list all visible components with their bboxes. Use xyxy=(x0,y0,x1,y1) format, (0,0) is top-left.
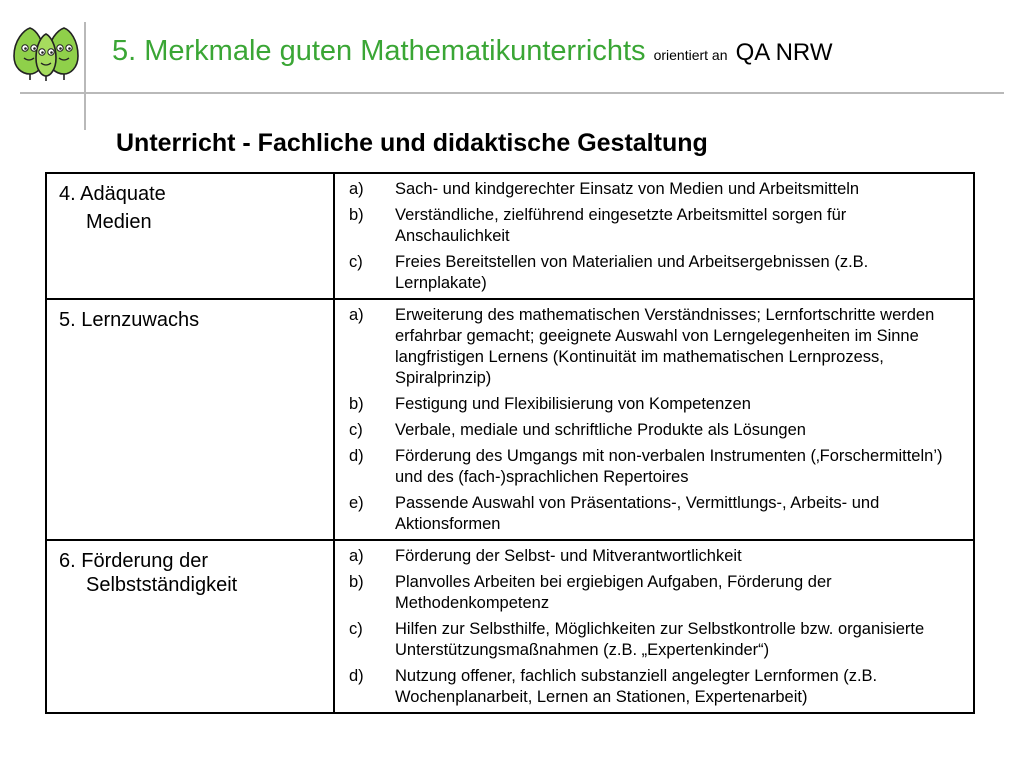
item-label: a) xyxy=(349,547,364,565)
title-small: orientiert an xyxy=(653,47,728,63)
items-cell xyxy=(334,173,974,299)
list-item xyxy=(343,619,959,661)
item-text: Passende Auswahl von Präsentations-, Vermittlungs-, Arbeits- und Aktionsformen xyxy=(395,494,880,533)
table-row xyxy=(46,173,974,299)
item-label: e) xyxy=(349,494,364,512)
item-text: Förderung der Selbst- und Mitverantwortlichkeit xyxy=(395,547,742,565)
category-cell xyxy=(46,299,334,540)
title-qa: QA NRW xyxy=(735,39,833,66)
list-item xyxy=(343,446,959,488)
item-text: Hilfen zur Selbsthilfe, Möglichkeiten zur Selbstkontrolle bzw. organisierte Unterstützungsmaßnahmen (z.B. „Expertenkinder“) xyxy=(395,620,925,659)
header-vertical-divider xyxy=(84,22,86,130)
item-text: Festigung und Flexibilisierung von Kompetenzen xyxy=(395,395,751,413)
category-line1: 4. Adäquate xyxy=(59,183,166,205)
list-item xyxy=(343,420,959,441)
item-text: Sach- und kindgerechter Einsatz von Medien und Arbeitsmitteln xyxy=(395,180,860,198)
item-text: Erweiterung des mathematischen Verständnisses; Lernfortschritte werden erfahrbar gemacht; geeignete Auswahl von Lerngelegenheiten im Sinne langfristigen Lernens (Kontinuität im mathematischen Lernprozess, Spiralprinzip) xyxy=(395,306,935,387)
item-label: b) xyxy=(349,395,364,413)
criteria-table xyxy=(45,172,975,714)
item-label: d) xyxy=(349,447,364,465)
list-item xyxy=(343,252,959,294)
list-item xyxy=(343,546,959,567)
item-text: Verbale, mediale und schriftliche Produkte als Lösungen xyxy=(395,421,806,439)
category-cell xyxy=(46,173,334,299)
item-label: c) xyxy=(349,253,363,271)
table-row xyxy=(46,540,974,713)
list-item xyxy=(343,394,959,415)
items-cell xyxy=(334,299,974,540)
leaf-mascots-icon xyxy=(10,22,82,82)
table-row xyxy=(46,299,974,540)
item-label: c) xyxy=(349,421,363,439)
header-horizontal-divider xyxy=(20,92,1004,94)
item-text: Verständliche, zielführend eingesetzte Arbeitsmittel sorgen für Anschaulichkeit xyxy=(395,206,847,245)
item-text: Förderung des Umgangs mit non-verbalen Instrumenten (‚Forschermitteln’) und des (fach-)sprachlichen Repertoires xyxy=(395,447,943,486)
item-label: d) xyxy=(349,667,364,685)
list-item xyxy=(343,493,959,535)
category-label: 6. Förderung der Selbstständigkeit xyxy=(59,550,238,596)
item-label: b) xyxy=(349,573,364,591)
item-text: Nutzung offener, fachlich substanziell angelegter Lernformen (z.B. Wochenplanarbeit, Lernen an Stationen, Expertenarbeit) xyxy=(395,667,878,706)
category-label: 5. Lernzuwachs xyxy=(59,309,200,331)
page-title xyxy=(112,33,832,73)
item-label: c) xyxy=(349,620,363,638)
list-item xyxy=(343,179,959,200)
item-text: Planvolles Arbeiten bei ergiebigen Aufgaben, Förderung der Methodenkompetenz xyxy=(395,573,832,612)
list-item xyxy=(343,305,959,389)
item-label: a) xyxy=(349,306,364,324)
category-line2: Medien xyxy=(86,211,152,233)
page-subtitle: Unterricht - Fachliche und didaktische Gestaltung xyxy=(116,129,708,157)
list-item xyxy=(343,572,959,614)
list-item xyxy=(343,666,959,708)
title-main: 5. Merkmale guten Mathematikunterrichts xyxy=(112,35,646,67)
item-text: Freies Bereitstellen von Materialien und Arbeitsergebnissen (z.B. Lernplakate) xyxy=(395,253,869,292)
category-cell xyxy=(46,540,334,713)
item-label: b) xyxy=(349,206,364,224)
items-cell xyxy=(334,540,974,713)
item-label: a) xyxy=(349,180,364,198)
list-item xyxy=(343,205,959,247)
